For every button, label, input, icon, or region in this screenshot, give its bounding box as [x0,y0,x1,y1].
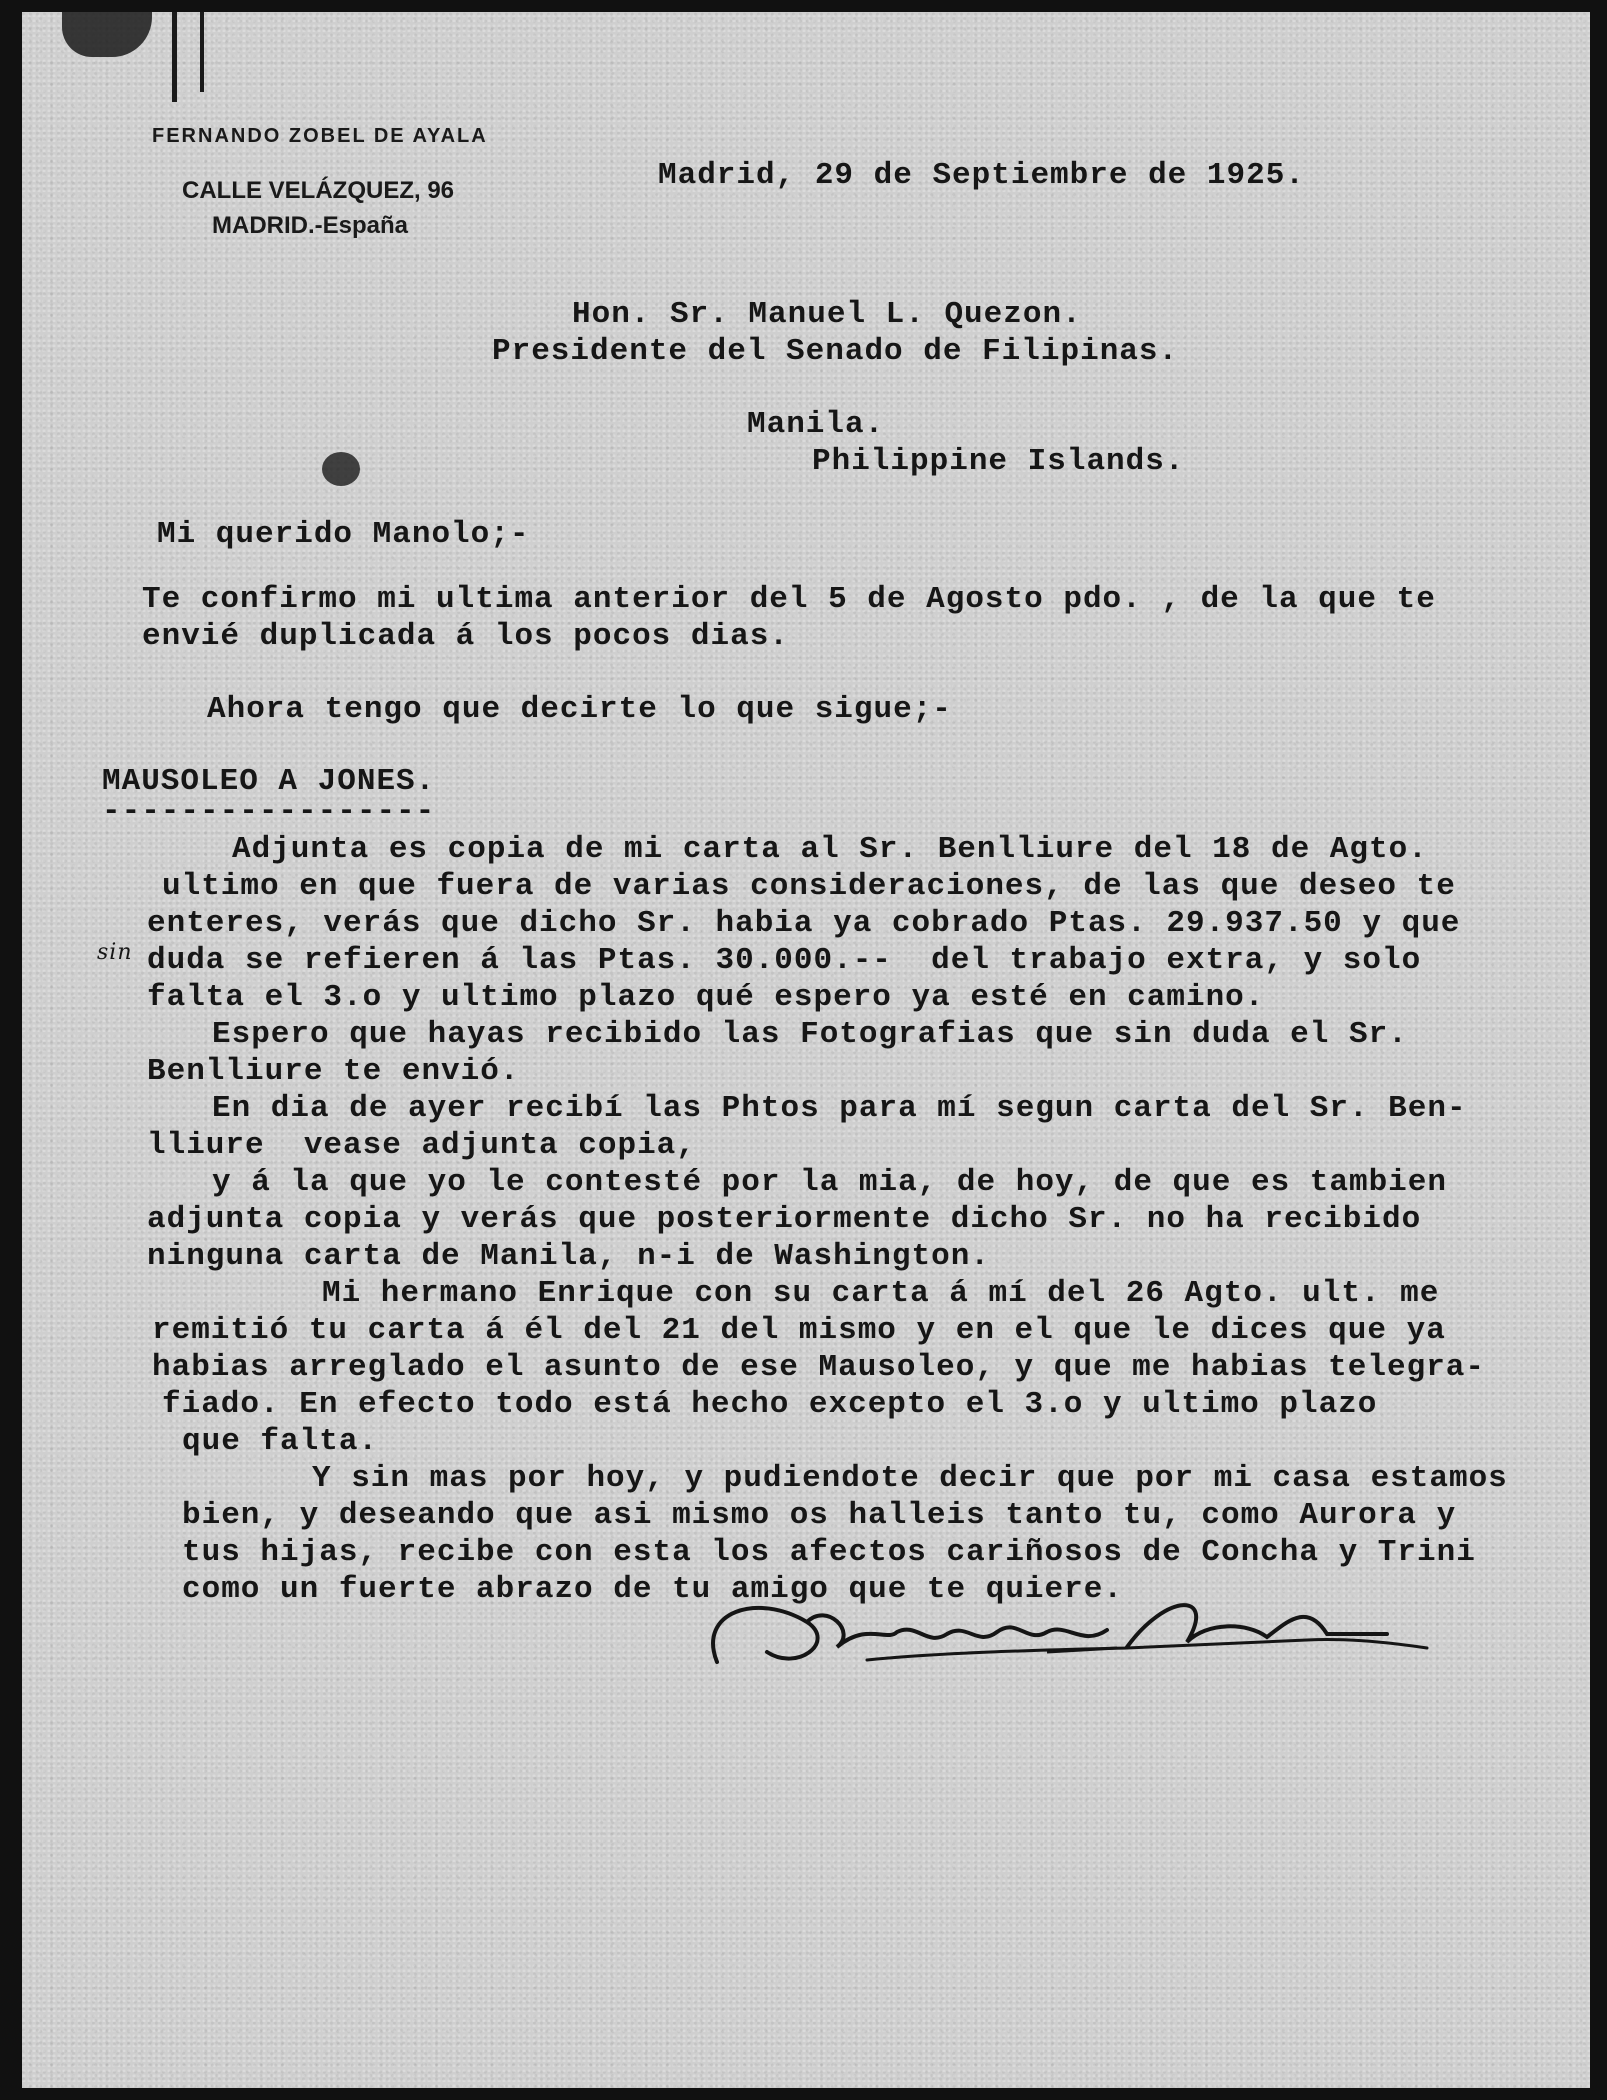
body-line: duda se refieren á las Ptas. 30.000.-- del trabajo extra, y solo [147,943,1422,978]
body-line: remitió tu carta á él del 21 del mismo y en el que le dices que ya [152,1313,1446,1348]
body-line: Espero que hayas recibido las Fotografias que sin duda el Sr. [212,1017,1408,1052]
body-line: Te confirmo mi ultima anterior del 5 de Agosto pdo. , de la que te [142,582,1436,617]
letterhead-city: MADRID.-España [212,212,409,239]
body-line: Ahora tengo que decirte lo que sigue;- [207,692,952,727]
ink-smudge [172,12,177,102]
body-line: como un fuerte abrazo de tu amigo que te quiere. [182,1572,1123,1607]
body-line: que falta. [182,1424,379,1459]
salutation: Mi querido Manolo;- [157,517,530,552]
body-line: envié duplicada á los pocos dias. [142,619,789,654]
body-line: ninguna carta de Manila, n-i de Washington. [147,1239,990,1274]
body-line: Adjunta es copia de mi carta al Sr. Benlliure del 18 de Agto. [232,832,1428,867]
body-line: y á la que yo le contesté por la mia, de hoy, de que es tambien [212,1165,1447,1200]
ink-smudge [200,12,204,92]
body-line: falta el 3.o y ultimo plazo qué espero ya esté en camino. [147,980,1265,1015]
section-heading: MAUSOLEO A JONES. [102,764,436,799]
recipient-line-4: Philippine Islands. [812,444,1185,479]
body-line: Mi hermano Enrique con su carta á mí del 26 Agto. ult. me [322,1276,1440,1311]
body-line: adjunta copia y verás que posteriormente dicho Sr. no ha recibido [147,1202,1422,1237]
ink-smudge [62,12,152,57]
signature [687,1552,1447,1692]
body-line: En dia de ayer recibí las Phtos para mí segun carta del Sr. Ben- [212,1091,1467,1126]
body-line: enteres, verás que dicho Sr. habia ya cobrado Ptas. 29.937.50 y que [147,906,1461,941]
body-line: bien, y deseando que asi mismo os halleis tanto tu, como Aurora y [182,1498,1457,1533]
recipient-line-2: Presidente del Senado de Filipinas. [492,334,1179,369]
body-line: Y sin mas por hoy, y pudiendote decir que por mi casa estamos [312,1461,1508,1496]
letter-page [22,12,1590,2088]
body-line: fiado. En efecto todo está hecho excepto el 3.o y ultimo plazo [162,1387,1378,1422]
body-line: tus hijas, recibe con esta los afectos cariñosos de Concha y Trini [182,1535,1476,1570]
handwritten-insert: sin [97,940,133,965]
recipient-line-3: Manila. [747,407,885,442]
body-line: habias arreglado el asunto de ese Mausoleo, y que me habias telegra- [152,1350,1486,1385]
ink-smudge [322,452,360,486]
letterhead-name: FERNANDO ZOBEL DE AYALA [152,125,488,147]
letterhead-street: CALLE VELÁZQUEZ, 96 [182,177,455,204]
body-line: lliure vease adjunta copia, [147,1128,696,1163]
body-line: ultimo en que fuera de varias consideraciones, de las que deseo te [162,869,1456,904]
section-heading-rule: ----------------- [102,794,436,829]
recipient-line-1: Hon. Sr. Manuel L. Quezon. [572,297,1082,332]
body-line: Benlliure te envió. [147,1054,520,1089]
letter-date: Madrid, 29 de Septiembre de 1925. [658,158,1305,193]
